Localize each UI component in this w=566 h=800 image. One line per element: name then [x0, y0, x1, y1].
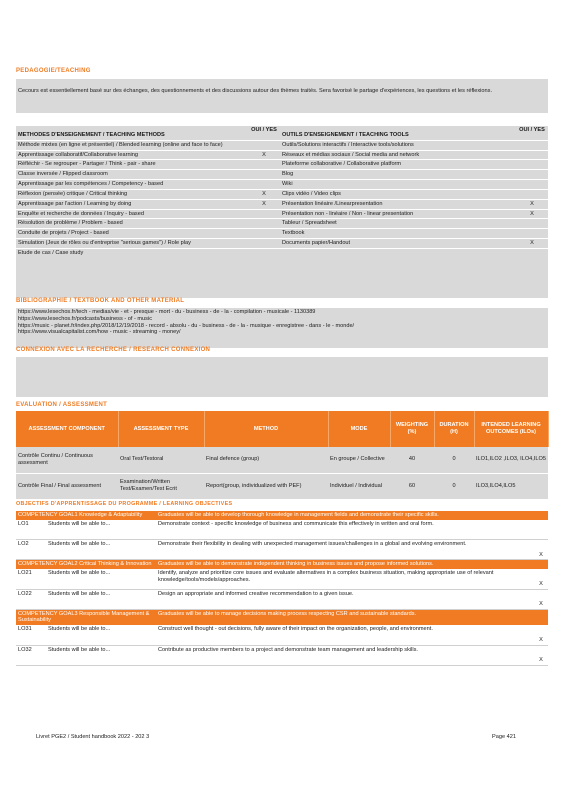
evaluation-header-cell: METHOD	[204, 411, 328, 447]
objective-text: Construct well thought - out decisions, fully aware of their impact on the organization, people, and environment.	[156, 625, 534, 645]
tool-yes-mark	[516, 219, 548, 229]
method-yes-mark	[248, 209, 280, 219]
objective-mark: X	[534, 540, 548, 560]
evaluation-ilos: ILO3,ILO4,ILO5	[474, 473, 548, 499]
competency-goal-text: Graduates will be able to demonstrate independent thinking in business issues and propose informed solutions.	[156, 560, 548, 569]
method-label: Réfléchir - Se regrouper - Partager / Think - pair - share	[16, 160, 248, 170]
evaluation-table-wrap	[16, 411, 548, 500]
objective-lead: Students will be able to...	[46, 520, 156, 540]
tool-yes-mark	[516, 248, 548, 257]
evaluation-weight: 40	[390, 447, 434, 473]
evaluation-header-cell: DURATION (H)	[434, 411, 474, 447]
method-label: Réflexion (pensée) critique / Critical thinking	[16, 189, 248, 199]
objective-text: Design an appropriate and informed creative recommendation to a given issue.	[156, 589, 534, 609]
method-yes-mark	[248, 160, 280, 170]
objective-code: LO31	[16, 625, 46, 645]
tool-yes-mark	[516, 180, 548, 190]
bibliography-link[interactable]: https://www.lesechos.fr/tech - medias/vie - et - presque - mort - du - business - de - la - compilation - musicale - 1130389	[18, 309, 316, 315]
pedagogy-title: PEDAGOGIE/TEACHING	[16, 68, 91, 74]
tools-yes-header: OUI / YES	[519, 127, 545, 133]
method-label: Conduite de projets / Project - based	[16, 229, 248, 239]
methods-tools-table	[16, 126, 548, 258]
learning-objective-row	[16, 569, 548, 589]
objective-mark	[534, 520, 548, 540]
competency-goal-row	[16, 511, 548, 520]
tool-label: Blog	[280, 170, 516, 180]
research-title: CONNEXION AVEC LA RECHERCHE / RESEARCH CONNEXION	[16, 347, 211, 353]
evaluation-duration: 0	[434, 447, 474, 473]
competency-goal-label: COMPETENCY GOAL1 Knowledge & Adaptability	[16, 511, 156, 520]
methods-tools-row	[16, 140, 548, 150]
tool-label: Documents papier/Handout	[280, 238, 516, 248]
competency-goal-label: COMPETENCY GOAL3 Responsible Management & Sustainability	[16, 609, 156, 625]
tool-label: Présentation linéaire /Linearpresentation	[280, 199, 516, 209]
learning-objective-row	[16, 645, 548, 665]
methods-tools-row	[16, 170, 548, 180]
learning-objective-row	[16, 625, 548, 645]
method-label: Résolution de problème / Problem - based	[16, 219, 248, 229]
evaluation-row	[16, 473, 548, 499]
methods-tools-row	[16, 209, 548, 219]
tool-yes-mark: X	[516, 199, 548, 209]
objective-code: LO1	[16, 520, 46, 540]
competency-goal-text: Graduates will be able to manage decisions making process respecting CSR and sustainable standards.	[156, 609, 548, 625]
objective-code: LO21	[16, 569, 46, 589]
tool-label: Réseaux et médias sociaux / Social media and network	[280, 150, 516, 160]
objective-text: Contribute as productive members to a project and demonstrate team management and leadership skills.	[156, 645, 534, 665]
evaluation-row	[16, 447, 548, 473]
page-footer	[36, 734, 546, 741]
method-yes-mark	[248, 238, 280, 248]
competency-goal-row	[16, 560, 548, 569]
research-box	[16, 357, 548, 397]
method-yes-mark	[248, 140, 280, 150]
objective-code: LO2	[16, 540, 46, 560]
method-yes-mark: X	[248, 150, 280, 160]
evaluation-header-cell: WEIGHTING (%)	[390, 411, 434, 447]
methods-tools-row	[16, 229, 548, 239]
method-yes-mark: X	[248, 199, 280, 209]
methods-tools-row	[16, 160, 548, 170]
tool-yes-mark	[516, 140, 548, 150]
tool-yes-mark: X	[516, 238, 548, 248]
methods-tools-grid	[16, 126, 548, 298]
bibliography-title: BIBLIOGRAPHIE / TEXTBOOK AND OTHER MATERIAL	[16, 298, 185, 304]
objective-mark: X	[534, 589, 548, 609]
methods-tools-row	[16, 248, 548, 257]
evaluation-header-cell: ASSESSMENT COMPONENT	[16, 411, 118, 447]
tool-label: Outils/Solutions interactifs / Interactive tools/solutions	[280, 140, 516, 150]
method-yes-mark	[248, 229, 280, 239]
objective-lead: Students will be able to...	[46, 645, 156, 665]
learning-objective-row	[16, 540, 548, 560]
evaluation-mode: En groupe / Collective	[328, 447, 390, 473]
evaluation-component: Contrôle Final / Final assessment	[16, 473, 118, 499]
methods-tools-row	[16, 180, 548, 190]
objectives-table	[16, 511, 548, 666]
footer-page-number: Page 421	[492, 734, 516, 740]
tool-label: Textbook	[280, 229, 516, 239]
evaluation-duration: 0	[434, 473, 474, 499]
method-label: Classe inversée / Flipped classroom	[16, 170, 248, 180]
objective-lead: Students will be able to...	[46, 569, 156, 589]
method-label: Apprentissage par l'action / Learning by doing	[16, 199, 248, 209]
objective-mark: X	[534, 625, 548, 645]
method-label: Méthode mixtes (en ligne et présentiel) / Blended learning (online and face to face)	[16, 140, 248, 150]
methods-header: METHODES D'ENSEIGNEMENT / TEACHING METHODS	[18, 132, 165, 138]
evaluation-component: Contrôle Continu / Continuous assessment	[16, 447, 118, 473]
bibliography-link[interactable]: https://www.visualcapitalist.com/how - music - streaming - money/	[18, 329, 181, 336]
objectives-title: OBJECTIFS D'APPRENTISSAGE DU PROGRAMME / LEARNING OBJECTIVES	[16, 501, 233, 507]
evaluation-header-cell: MODE	[328, 411, 390, 447]
objective-mark: X	[534, 569, 548, 589]
method-label: Apprentissage par les compétences / Competency - based	[16, 180, 248, 190]
tool-yes-mark: X	[516, 209, 548, 219]
methods-tools-row	[16, 219, 548, 229]
objective-lead: Students will be able to...	[46, 625, 156, 645]
methods-tools-row	[16, 150, 548, 160]
objective-lead: Students will be able to...	[46, 589, 156, 609]
pedagogy-box	[16, 79, 548, 113]
tool-label: Clips vidéo / Video clips	[280, 189, 516, 199]
competency-goal-label: COMPETENCY GOAL2 Critical Thinking & Innovation	[16, 560, 156, 569]
method-yes-mark	[248, 248, 280, 257]
tool-yes-mark	[516, 160, 548, 170]
method-yes-mark	[248, 170, 280, 180]
objective-text: Demonstrate context - specific knowledge of business and communicate this effectively in written and oral form.	[156, 520, 534, 540]
method-label: Apprentissage collaboratif/Collaborative learning	[16, 150, 248, 160]
learning-objective-row	[16, 520, 548, 540]
evaluation-type: Oral Test/Testoral	[118, 447, 204, 473]
competency-goal-row	[16, 609, 548, 625]
tool-label: Plateforme collaborative / Collaborative platform	[280, 160, 516, 170]
tool-label	[280, 248, 516, 257]
objective-code: LO22	[16, 589, 46, 609]
evaluation-ilos: ILO1,ILO2 ,ILO3, ILO4,ILO5	[474, 447, 548, 473]
tool-label: Wiki	[280, 180, 516, 190]
evaluation-header-cell: ASSESSMENT TYPE	[118, 411, 204, 447]
method-label: Etude de cas / Case study	[16, 248, 248, 257]
objective-code: LO32	[16, 645, 46, 665]
method-yes-mark: X	[248, 189, 280, 199]
learning-objective-row	[16, 589, 548, 609]
method-yes-mark	[248, 180, 280, 190]
evaluation-header-cell: INTENDED LEARNING OUTCOMES (ILOs)	[474, 411, 548, 447]
methods-tools-row	[16, 238, 548, 248]
objective-text: Identify, analyze and prioritize core issues and evaluate alternatives in a complex business situation, making appropriate use of relevant knowledge/tools/models/approaches.	[156, 569, 534, 589]
tool-yes-mark	[516, 229, 548, 239]
methods-yes-header: OUI / YES	[251, 127, 277, 133]
evaluation-method: Final defence (group)	[204, 447, 328, 473]
bibliography-link[interactable]: https://music - planet.fr/index.php/2018/12/19/2018 - record - absolu - du - business - de - la - musique - enregistree - dans - le - monde/	[18, 322, 355, 329]
objective-text: Demonstrate their flexibility in dealing with unexpected management issues/challenges in a global and evolving environment.	[156, 540, 534, 560]
tool-yes-mark	[516, 150, 548, 160]
evaluation-title: EVALUATION / ASSESSMENT	[16, 402, 108, 408]
tool-yes-mark	[516, 189, 548, 199]
competency-goal-text: Graduates will be able to develop thorough knowledge in management fields and demonstrate their specific skills.	[156, 511, 548, 520]
tool-label: Présentation non - linéaire / Non - linear presentation	[280, 209, 516, 219]
objective-mark: X	[534, 645, 548, 665]
tool-yes-mark	[516, 170, 548, 180]
method-yes-mark	[248, 219, 280, 229]
footer-handbook: Livret PGE2 / Student handbook 2022 - 202 3	[36, 734, 150, 740]
objectives-table-wrap	[16, 511, 548, 666]
methods-tools-row	[16, 199, 548, 209]
evaluation-weight: 60	[390, 473, 434, 499]
tool-label: Tableur / Spreadsheet	[280, 219, 516, 229]
bibliography-box	[16, 308, 548, 348]
evaluation-method: Report(group, individualized with PEF)	[204, 473, 328, 499]
method-label: Enquête et recherche de données / Inquiry - based	[16, 209, 248, 219]
tools-header: OUTILS D'ENSEIGNEMENT / TEACHING TOOLS	[282, 132, 409, 138]
evaluation-type: Examination/Written Test/Examen/Test Ecrit	[118, 473, 204, 499]
methods-tools-row	[16, 189, 548, 199]
pedagogy-text: Cecours est essentiellement basé sur des échanges, des questionnements et des discussions autour des thèmes traités. Sera favorisé le partage d'expériences, les questions et les réflexions.	[18, 88, 493, 94]
bibliography-link[interactable]: https://www.lesechos.fr/podcasts/business - of - music	[18, 315, 152, 322]
method-label: Simulation (Jeux de rôles ou d'entreprise "serious games") / Role play	[16, 238, 248, 248]
evaluation-table	[16, 411, 549, 500]
objective-lead: Students will be able to...	[46, 540, 156, 560]
evaluation-mode: Individuel / Individual	[328, 473, 390, 499]
